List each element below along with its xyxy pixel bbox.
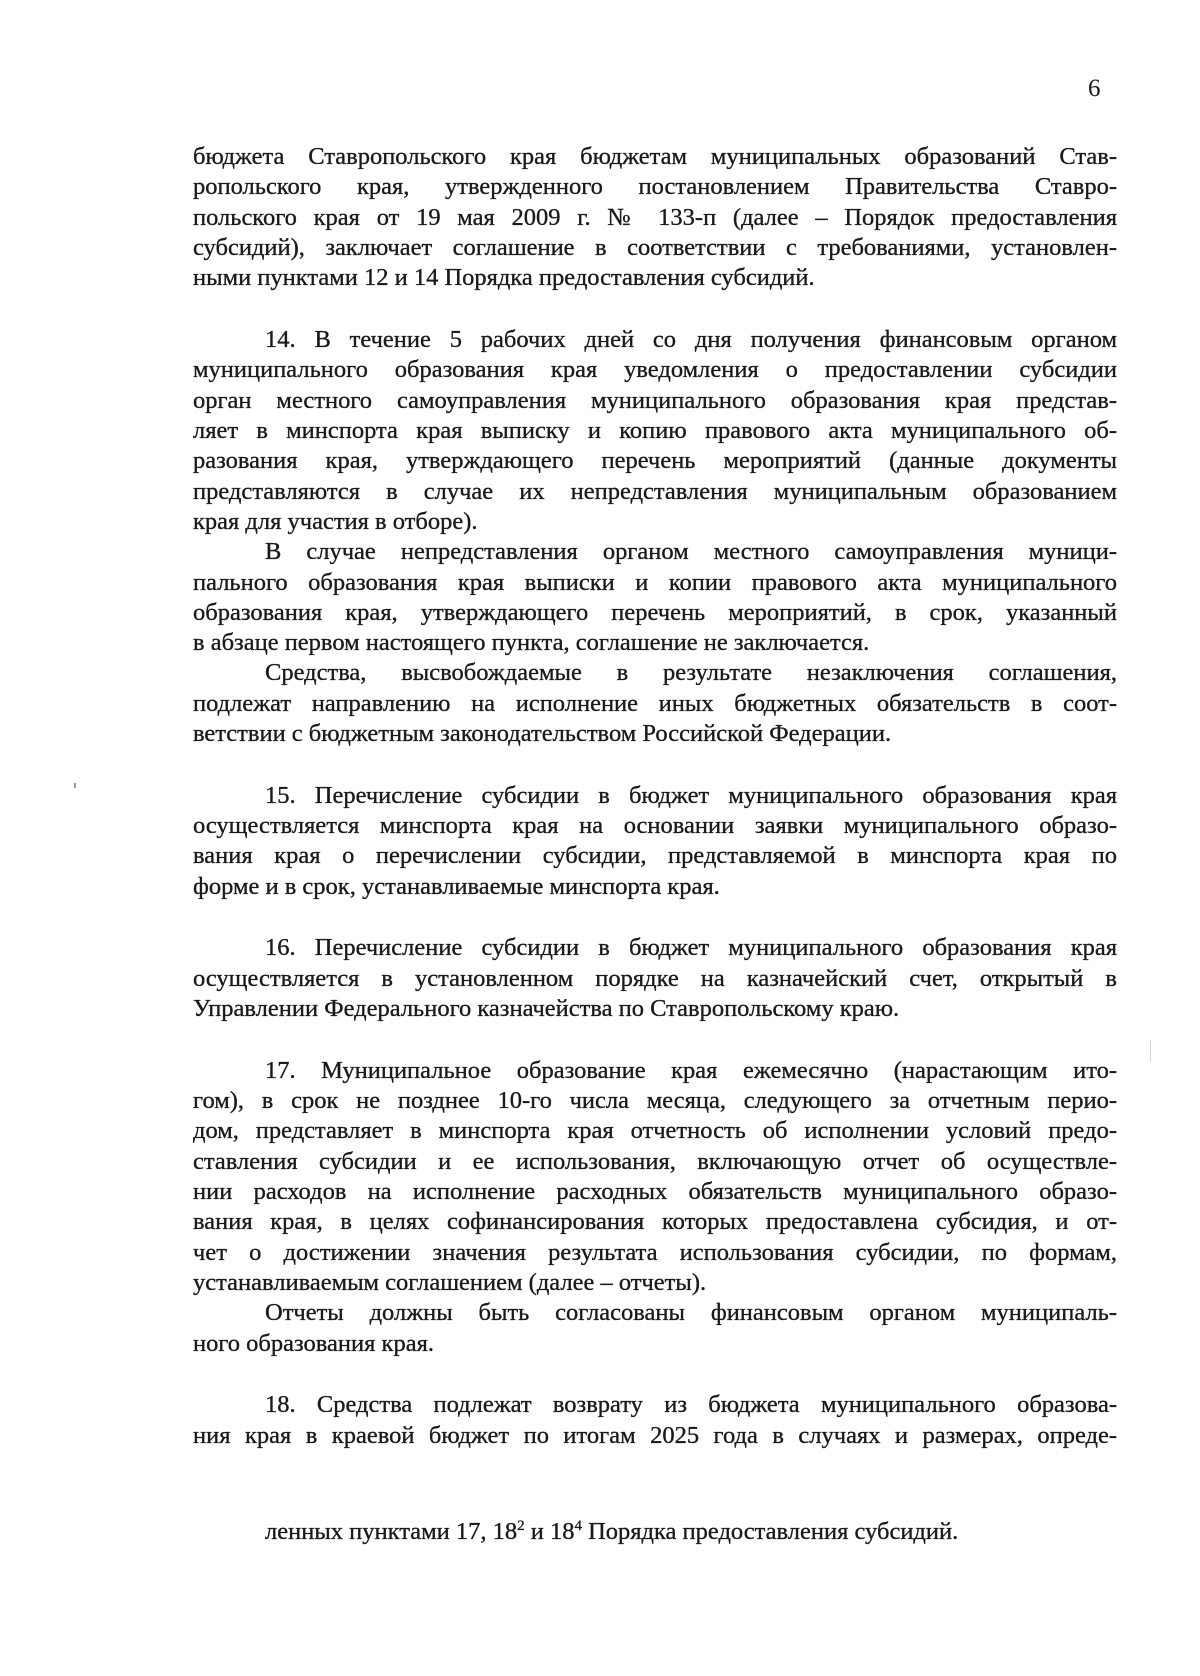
text-line: ного образования края. [193,1330,434,1357]
text-line: 17. Муниципальное образование края ежемесячно (нарастающим ито- [265,1057,1117,1084]
text-line: бюджета Ставропольского края бюджетам муниципальных образований Став- [193,143,1117,170]
text-line: осуществляется в установленном порядке на казначейский счет, открытый в [193,965,1117,992]
text-line: устанавливаемым соглашением (далее – отчеты). [193,1269,707,1296]
text-line: 18. Средства подлежат возврату из бюджета муниципального образова- [265,1391,1117,1418]
scan-speck [1150,1040,1151,1062]
text-line: форме и в срок, устанавливаемые минспорта края. [193,873,720,900]
text-line: нии расходов на исполнение расходных обязательств муниципального образо- [193,1178,1117,1205]
text-line: 16. Перечисление субсидии в бюджет муниципального образования края [265,934,1117,961]
scan-speck [74,783,76,788]
superscript: 4 [574,1518,582,1534]
text-line: в абзаце первом настоящего пункта, соглашение не заключается. [193,629,870,656]
text-line: В случае непредставления органом местного самоуправления муници- [265,538,1117,565]
text-line: 14. В течение 5 рабочих дней со дня получения финансовым органом [265,326,1117,353]
text-line: ляет в минспорта края выписку и копию правового акта муниципального об- [193,417,1117,444]
text-line: ными пунктами 12 и 14 Порядка предоставления субсидий. [193,264,815,291]
text-line: чет о достижении значения результата использования субсидии, по формам, [193,1239,1117,1266]
text-line: ветствии с бюджетным законодательством Российской Федерации. [193,720,892,747]
text-line: пального образования края выписки и копии правового акта муниципального [193,569,1117,596]
text-line: образования края, утверждающего перечень мероприятий, в срок, указанный [193,599,1117,626]
text-line: субсидий), заключает соглашение в соответствии с требованиями, установлен- [193,234,1117,261]
text-line: края для участия в отборе). [193,508,478,535]
text-line-final: ленных пунктами 17, $18^2$ и $18^4$ Порядка предоставления субсидий. [265,1518,959,1545]
text-line: польского края от 19 мая 2009 г. № 133-п (далее – Порядок предоставления [193,204,1117,231]
text-line: подлежат направлению на исполнение иных бюджетных обязательств в соот- [193,690,1117,717]
page-number: 6 [1088,75,1101,102]
text-line: вания края, в целях софинансирования которых предоставлена субсидия, и от- [193,1208,1117,1235]
text-line: Средства, высвобождаемые в результате незаключения соглашения, [265,659,1117,686]
text-line: 15. Перечисление субсидии в бюджет муниципального образования края [265,782,1117,809]
superscript: 2 [517,1518,525,1534]
text-line: ния края в краевой бюджет по итогам 2025 года в случаях и размерах, опреде- [193,1422,1117,1449]
text-line: муниципального образования края уведомления о предоставлении субсидии [193,356,1117,383]
text-line: дом, представляет в минспорта края отчетность об исполнении условий предо- [193,1117,1117,1144]
text-line: представляются в случае их непредставления муниципальным образованием [193,478,1117,505]
text-line: Отчеты должны быть согласованы финансовым органом муниципаль- [265,1299,1117,1326]
text-line: гом), в срок не позднее 10-го числа месяца, следующего за отчетным перио- [193,1087,1117,1114]
text-line: ропольского края, утвержденного постановлением Правительства Ставро- [193,173,1117,200]
text-line: орган местного самоуправления муниципального образования края представ- [193,387,1117,414]
text-line: вания края о перечислении субсидии, представляемой в минспорта края по [193,842,1117,869]
text-line: ставления субсидии и ее использования, включающую отчет об осуществле- [193,1148,1117,1175]
text-line: разования края, утверждающего перечень мероприятий (данные документы [193,447,1117,474]
text-line: Управлении Федерального казначейства по Ставропольскому краю. [193,995,900,1022]
text-line: осуществляется минспорта края на основании заявки муниципального образо- [193,812,1117,839]
